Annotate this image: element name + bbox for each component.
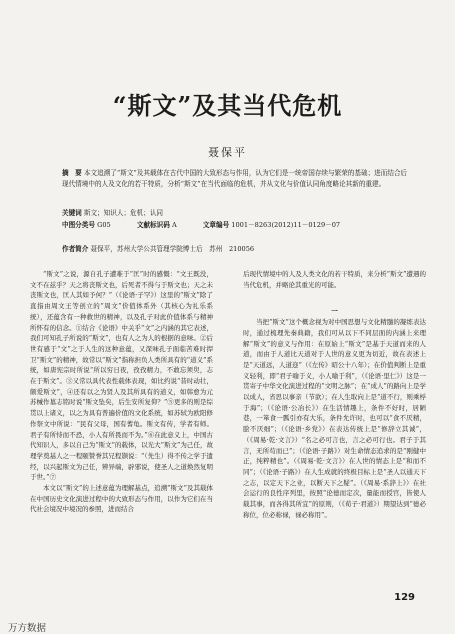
article-author: 聂保平 <box>208 146 247 159</box>
keywords-text: 斯文；知识人；危机；认同 <box>83 209 164 217</box>
class-no-label: 中图分类号 <box>62 221 95 229</box>
article-title: “斯文”及其当代危机 <box>112 91 343 120</box>
left-column <box>30 269 213 515</box>
article-no: 1001－8263(2012)11－0129－07 <box>231 221 341 229</box>
doc-code-label: 文献标识码 <box>136 221 170 229</box>
article-no-label: 文章编号 <box>202 221 230 229</box>
abstract-label: 摘 要 <box>62 169 82 177</box>
body-paragraph: “斯文”之说，源自孔子遭难于“匡”时的感慨：“文王既没，文不在兹乎？天之将丧斯文也，后死者不得与于斯文也；天之未丧斯文也，匡人其如予何？”（《论语·子罕》）这里的“斯文”除了直指由周文王等创立的“周文”价值体系外（其核心为礼乐系统），还蕴含有一种救世的精神，以及孔子对此价值体系与精神所怀有的信念。①结合《论语》中关乎“文”之内涵的其它表述，我们可知孔子所说的“斯文”，也有人之为人的根据的意味。②后世有感于“文”之于人生的这种意蕴，又深味孔子面临苦难时捍卫“斯文”的精神，故常以“斯文”指称担负人类所具有的“道义”系统，如唐宪宗时所说“所以穷日夜，孜孜精力，不敢忘须臾，志在于斯文”。③又常以具代表性载体表现，如比约说“昔时动壮，颇爱斯文”，④还有以之为贤人及其所具有的道义，如韩愈为元苏械作墓志铭时说“斯文坠矣，后生安所复仰？”⑤更多的则是综贯以上诸义，以之为具有普遍价值的文化系统，如苏轼为欧阳修作祭文中所说：“民有父母，国有蓍龟。斯文有传，学者有师。君子有所恃而不恐，小人有所畏而不为。”⑥在此意义上，中国古代知识人，多以自己为“斯文”的载体，以光大“斯文”为己任，故理学奠基人之一程颐赞誉其兄程颢说：“（先生）得不传之学于遗经，以兴起斯文为己任，辨异端，辟邪说，使圣人之道焕然复明于世。”⑦ <box>30 270 213 482</box>
doc-code: A <box>171 221 177 229</box>
author-info <box>62 244 412 255</box>
class-no: G05 <box>97 221 111 229</box>
author-info-text: 聂保平，苏州大学公共管理学院博士后 苏州 210056 <box>90 245 255 253</box>
abstract-text: 本文追溯了“斯文”及其载体在古代中国的大致形态与作用，认为它们是一统帝国存续与繁荣的基础；进而结合后现代情境中的人及文化的若干特质，分析“斯文”在当代面临的危机，并从文化与价值认同角度略论其新的重建。 <box>62 169 408 189</box>
right-column <box>243 269 426 520</box>
classification-line <box>62 220 412 231</box>
footer-brand: 万方数据 <box>8 623 47 634</box>
section-heading: 一 <box>331 307 338 316</box>
body-paragraph: 本文以“斯文”的上述意蕴为理解基点，追溯“斯文”及其载体在中国历史文化演进过程中的大致形态与作用，以作为它们在当代社会境况中境况的参照，进而结合 <box>30 484 213 514</box>
keywords-label: 关键词 <box>62 209 82 217</box>
page-number: 129 <box>394 592 415 603</box>
body-paragraph: 当把“斯文”这个概念视为对中国思想与文化精髓的凝练表达时，通过梳理先秦典籍，我们可从以下不同层面的内涵上来理解“斯文”的意义与作用：在原始上“斯文”是基于天道而来的人道，而由于人道比天道对于人世的意义更为切近，故在表述上是“天道远，人道迩”（《左传》昭公十八年）；在价值判断上是重义轻利，即“君子喻于义，小人喻于利”，（《论语·里仁》）这是一贯寄子中华文化演进过程的“文明之脉”；在“成人”的路向上是学以成人，省思以事亲（节欲）；在人生取向上是“道不行，则乘桴于海”；（《论语·公冶长》）在生活情趣上，条件不好时，居陋巷，一箪食一瓢引亦有大乐，条件允许时，也可以“食不厌精，脍不厌细”；（《论语·乡党》）在表达传统上是“修辞立其诚”，（《周易·乾·文言》）“名之必可言也，言之必可行也。君子于其言，无所苟而已”；（《论语·子路》）对生命情态追求的是“刚健中正，纯粹精也”。（《周易·乾·文言》）在人世的情态上是“和而不同”；（《论语·子路》）在人生成就的终极目标上是“圣人以通天下之志，以定天下之业，以断天下之疑”。（《周易·系辞上》）在社会运行的良性序列里，按照“论德而定次，量能而授官，皆使人载其事，而各得其所宜”的原则，（《荀子·君道》）期望达到“德必称位，位必称禄，禄必称用”。 <box>243 318 426 519</box>
keywords <box>62 208 412 219</box>
abstract <box>62 168 412 190</box>
author-info-label: 作者简介 <box>62 245 89 253</box>
body-paragraph-continued: 后现代情境中的人及人类文化的若干特质，来分析“斯文”遭遇的当代危机，并略论其重光的可能。 <box>243 270 426 289</box>
